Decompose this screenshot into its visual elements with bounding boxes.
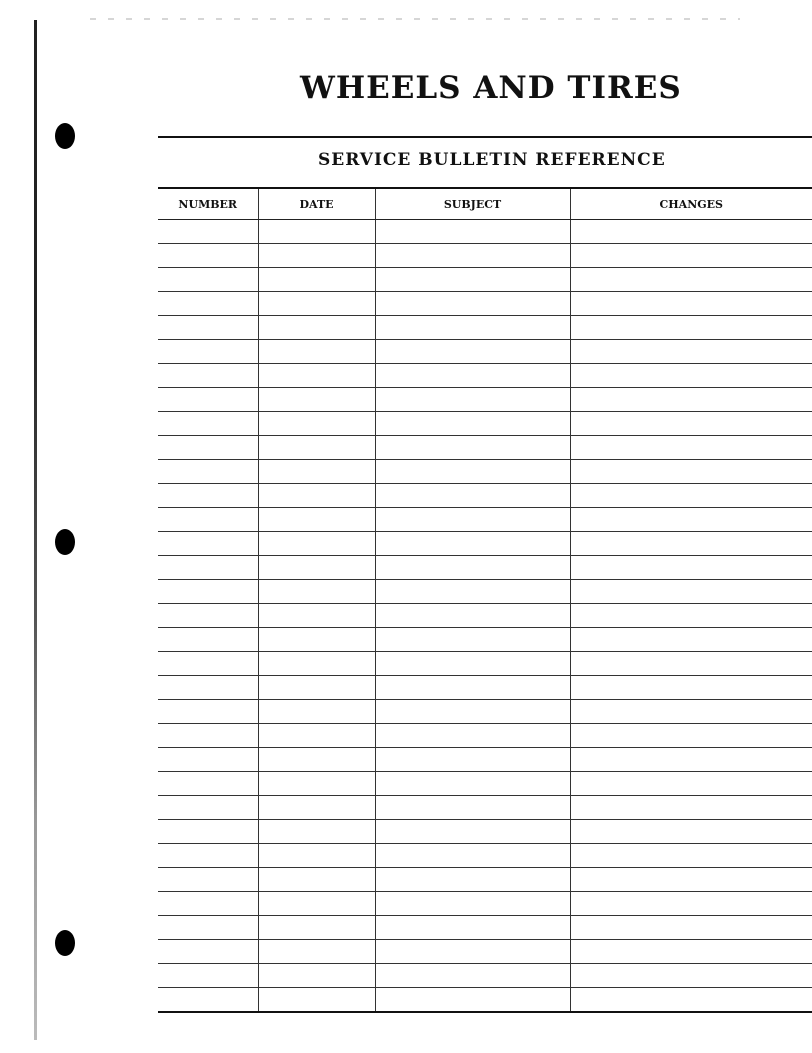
cell-subject	[375, 892, 570, 916]
table-row	[158, 844, 812, 868]
cell-number	[158, 268, 258, 292]
cell-date	[258, 364, 375, 388]
cell-changes	[570, 412, 812, 436]
table-row	[158, 988, 812, 1013]
cell-date	[258, 652, 375, 676]
binder-edge	[34, 20, 37, 1040]
cell-subject	[375, 460, 570, 484]
cell-changes	[570, 964, 812, 988]
table-row	[158, 724, 812, 748]
cell-date	[258, 292, 375, 316]
punch-hole-top	[55, 123, 75, 149]
table-row	[158, 604, 812, 628]
cell-subject	[375, 244, 570, 268]
cell-date	[258, 868, 375, 892]
cell-changes	[570, 220, 812, 244]
table-row	[158, 748, 812, 772]
cell-number	[158, 988, 258, 1013]
cell-date	[258, 316, 375, 340]
cell-subject	[375, 724, 570, 748]
cell-changes	[570, 508, 812, 532]
cell-changes	[570, 364, 812, 388]
cell-date	[258, 748, 375, 772]
cell-subject	[375, 220, 570, 244]
cell-date	[258, 724, 375, 748]
table-row	[158, 964, 812, 988]
column-header-date: DATE	[258, 188, 375, 220]
table-row	[158, 700, 812, 724]
table-row	[158, 676, 812, 700]
table-row	[158, 388, 812, 412]
cell-number	[158, 796, 258, 820]
cell-subject	[375, 364, 570, 388]
cell-changes	[570, 748, 812, 772]
cell-subject	[375, 316, 570, 340]
cell-changes	[570, 340, 812, 364]
cell-subject	[375, 580, 570, 604]
cell-date	[258, 244, 375, 268]
cell-subject	[375, 748, 570, 772]
cell-subject	[375, 340, 570, 364]
cell-number	[158, 604, 258, 628]
cell-subject	[375, 916, 570, 940]
cell-number	[158, 436, 258, 460]
table-row	[158, 916, 812, 940]
cell-number	[158, 748, 258, 772]
cell-date	[258, 268, 375, 292]
table-row	[158, 508, 812, 532]
cell-date	[258, 772, 375, 796]
table-row	[158, 292, 812, 316]
table-row	[158, 268, 812, 292]
cell-number	[158, 916, 258, 940]
cell-number	[158, 532, 258, 556]
cell-changes	[570, 796, 812, 820]
cell-changes	[570, 676, 812, 700]
cell-subject	[375, 676, 570, 700]
cell-subject	[375, 556, 570, 580]
cell-number	[158, 724, 258, 748]
cell-changes	[570, 700, 812, 724]
cell-number	[158, 292, 258, 316]
table-header-row	[158, 188, 812, 220]
page-title: WHEELS AND TIRES	[300, 70, 682, 106]
cell-date	[258, 940, 375, 964]
cell-date	[258, 796, 375, 820]
cell-subject	[375, 652, 570, 676]
table-row	[158, 892, 812, 916]
cell-number	[158, 844, 258, 868]
cell-date	[258, 892, 375, 916]
cell-changes	[570, 772, 812, 796]
cell-date	[258, 436, 375, 460]
cell-changes	[570, 844, 812, 868]
column-header-changes: CHANGES	[570, 188, 812, 220]
cell-date	[258, 460, 375, 484]
cell-date	[258, 676, 375, 700]
cell-number	[158, 964, 258, 988]
table-row	[158, 580, 812, 604]
cell-subject	[375, 508, 570, 532]
cell-subject	[375, 796, 570, 820]
column-header-number: NUMBER	[158, 188, 258, 220]
cell-subject	[375, 604, 570, 628]
cell-date	[258, 484, 375, 508]
cell-number	[158, 244, 258, 268]
cell-changes	[570, 988, 812, 1013]
table-row	[158, 628, 812, 652]
cell-changes	[570, 652, 812, 676]
cell-number	[158, 220, 258, 244]
table-row	[158, 796, 812, 820]
cell-changes	[570, 820, 812, 844]
cell-number	[158, 316, 258, 340]
cell-date	[258, 340, 375, 364]
cell-date	[258, 916, 375, 940]
cell-number	[158, 700, 258, 724]
cell-number	[158, 892, 258, 916]
cell-number	[158, 652, 258, 676]
cell-date	[258, 220, 375, 244]
cell-changes	[570, 580, 812, 604]
cell-changes	[570, 532, 812, 556]
cell-changes	[570, 388, 812, 412]
cell-subject	[375, 628, 570, 652]
cell-changes	[570, 436, 812, 460]
cell-subject	[375, 940, 570, 964]
cell-changes	[570, 628, 812, 652]
cell-date	[258, 604, 375, 628]
cell-changes	[570, 244, 812, 268]
cell-changes	[570, 916, 812, 940]
scan-speckle	[90, 18, 740, 20]
cell-changes	[570, 868, 812, 892]
cell-date	[258, 532, 375, 556]
cell-date	[258, 964, 375, 988]
cell-changes	[570, 484, 812, 508]
cell-number	[158, 364, 258, 388]
table-row	[158, 484, 812, 508]
table-row	[158, 316, 812, 340]
table-row	[158, 652, 812, 676]
cell-subject	[375, 772, 570, 796]
cell-date	[258, 508, 375, 532]
table-row	[158, 412, 812, 436]
column-header-subject: SUBJECT	[375, 188, 570, 220]
cell-subject	[375, 988, 570, 1013]
cell-date	[258, 988, 375, 1013]
cell-changes	[570, 604, 812, 628]
cell-number	[158, 676, 258, 700]
cell-number	[158, 628, 258, 652]
cell-date	[258, 820, 375, 844]
cell-date	[258, 580, 375, 604]
cell-subject	[375, 436, 570, 460]
cell-subject	[375, 868, 570, 892]
table-row	[158, 940, 812, 964]
cell-number	[158, 412, 258, 436]
cell-number	[158, 460, 258, 484]
cell-date	[258, 412, 375, 436]
table-row	[158, 820, 812, 844]
cell-changes	[570, 316, 812, 340]
table-row	[158, 436, 812, 460]
cell-subject	[375, 268, 570, 292]
cell-changes	[570, 556, 812, 580]
cell-changes	[570, 268, 812, 292]
cell-number	[158, 940, 258, 964]
top-rule	[158, 136, 812, 138]
cell-subject	[375, 532, 570, 556]
punch-hole-bottom	[55, 930, 75, 956]
section-heading: SERVICE BULLETIN REFERENCE	[318, 150, 666, 170]
cell-subject	[375, 388, 570, 412]
cell-changes	[570, 724, 812, 748]
cell-number	[158, 820, 258, 844]
cell-date	[258, 388, 375, 412]
cell-changes	[570, 892, 812, 916]
cell-number	[158, 868, 258, 892]
cell-subject	[375, 484, 570, 508]
cell-number	[158, 772, 258, 796]
table-row	[158, 868, 812, 892]
punch-hole-middle	[55, 529, 75, 555]
cell-number	[158, 508, 258, 532]
cell-number	[158, 556, 258, 580]
cell-number	[158, 340, 258, 364]
table-row	[158, 460, 812, 484]
cell-changes	[570, 460, 812, 484]
cell-subject	[375, 844, 570, 868]
cell-number	[158, 580, 258, 604]
cell-changes	[570, 292, 812, 316]
service-bulletin-table	[158, 187, 812, 1013]
cell-date	[258, 844, 375, 868]
cell-date	[258, 700, 375, 724]
cell-number	[158, 388, 258, 412]
cell-date	[258, 628, 375, 652]
table-row	[158, 772, 812, 796]
cell-number	[158, 484, 258, 508]
table-row	[158, 364, 812, 388]
table-row	[158, 532, 812, 556]
cell-subject	[375, 292, 570, 316]
table-row	[158, 244, 812, 268]
cell-subject	[375, 964, 570, 988]
cell-subject	[375, 412, 570, 436]
cell-subject	[375, 820, 570, 844]
table-row	[158, 340, 812, 364]
cell-changes	[570, 940, 812, 964]
table-row	[158, 220, 812, 244]
cell-subject	[375, 700, 570, 724]
cell-date	[258, 556, 375, 580]
table-row	[158, 556, 812, 580]
